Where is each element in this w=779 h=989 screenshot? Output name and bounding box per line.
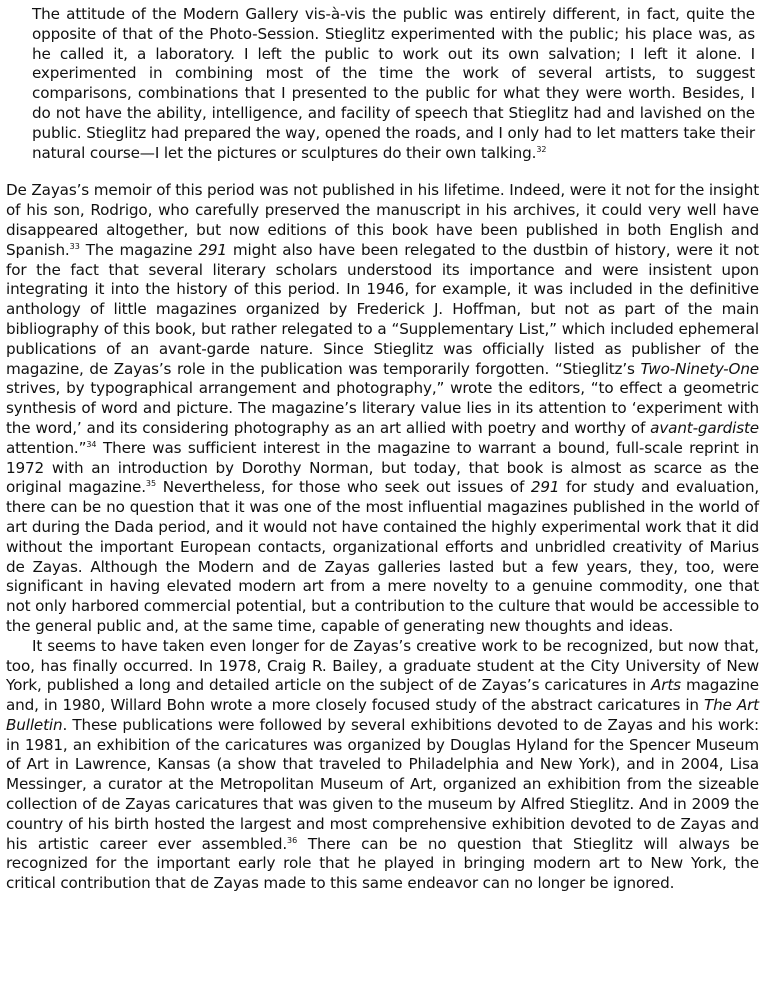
italic-title-art-bulletin: The Art Bulletin (6, 696, 759, 734)
text-run: It seems to have taken even longer for de Zayas’s creative work to be recognized, but now that, too, has finally occurred. In 1978, Craig R. Bailey, a graduate student at the City University of New York, published a long and detailed article on the subject of de Zayas’s caricatures in (6, 636, 759, 695)
italic-term-avant-gardiste: avant-gardiste (650, 418, 759, 437)
italic-title-291: 291 (530, 478, 560, 497)
footnote-ref-35: 35 (145, 479, 157, 489)
text-run: There can be no question that Stieglitz will always be recognized for the important early role that he played in bringing modern art to New York, the critical contribution that de Zayas made to this same endeavor can no longer be ignored. (6, 834, 759, 893)
text-run: De Zayas’s memoir of this period was not published in his lifetime. Indeed, were it not for the insight of his son, Rodrigo, who carefully preserved the manuscript in his archives, it could very well have disappeared altogether, but now editions of this book have been published in both English and Spanish. (6, 181, 759, 259)
text-run: There was sufficient interest in the magazine to warrant a bound, full-scale reprint in 1972 with an introduction by Dorothy Norman, but today, that book is almost as scarce as the original magazine. (6, 438, 759, 497)
text-run: attention.” (6, 438, 87, 457)
italic-title-arts: Arts (651, 676, 681, 695)
footnote-ref-32: 32 (536, 144, 547, 154)
text-run: The magazine (79, 240, 199, 259)
italic-title-two-ninety-one: Two-Ninety-One (640, 359, 759, 378)
italic-title-291: 291 (198, 240, 227, 259)
footnote-ref-33: 33 (69, 241, 80, 251)
body-paragraph-1 (6, 181, 759, 636)
quote-text: The attitude of the Modern Gallery vis-à-vis the public was entirely different, in fact, quite the opposite of that of the Photo-Session. Stieglitz experimented with the public; his place was, as he called it, a laboratory. I left the public to work out its own salvation; I left it alone. I experimented in combining most of the time the work of several artists, to suggest comparisons, combinations that I presented to the public for what they were worth. Besides, I do not have the ability, intelligence, and facility of speech that Stieglitz had and lavished on the public. Stieglitz had prepared the way, opened the roads, and I only had to let matters take their natural course—I let the pictures or sculptures do their own talking. (32, 5, 755, 162)
body-paragraph-2 (6, 637, 759, 894)
text-run: strives, by typographical arrangement and photography,” wrote the editors, “to effect a geometric synthesis of word and picture. The magazine’s literary value lies in its attention to ‘experiment with the word,’ and its considering photography as an art allied with poetry and worthy of (6, 379, 759, 437)
text-run: Nevertheless, for those who seek out issues of (156, 478, 531, 497)
footnote-ref-36: 36 (287, 835, 298, 845)
footnote-ref-34: 34 (86, 439, 97, 449)
text-run: . These publications were followed by several exhibitions devoted to de Zayas and his work: in 1981, an exhibition of the caricatures was organized by Douglas Hyland for the Spencer Museum of Art in Lawrence, Kansas (a show that traveled to Philadelphia and New York), and in 2004, Lisa Messinger, a curator at the Metropolitan Museum of Art, organized an exhibition from the sizeable collection of de Zayas caricatures that was given to the museum by Alfred Stieglitz. And in 2009 the country of his birth hosted the largest and most comprehensive exhibition devoted to de Zayas and his artistic career ever assembled. (6, 715, 759, 853)
text-run: for study and evaluation, there can be no question that it was one of the most influential magazines published in the world of art during the Dada period, and it would not have contained the highly experimental work that it did without the important European contacts, organizational efforts and unbridled creativity of Marius de Zayas. Although the Modern and de Zayas galleries lasted but a few years, they, too, were significant in having elevated modern art from a mere novelty to a genuine commodity, one that not only harbored commercial potential, but a contribution to the culture that would be accessible to the general public and, at the same time, capable of generating new thoughts and ideas. (6, 478, 760, 635)
text-run: might also have been relegated to the dustbin of history, were it not for the fact that several literary scholars understood its importance and were insistent upon integrating it into the history of this period. In 1946, for example, it was included in the definitive anthology of little magazines organized by Frederick J. Hoffman, but not as part of the main bibliography of this book, but rather relegated to a “Supplementary List,” which included ephemeral publications of an avant-garde nature. Since Stieglitz was officially listed as publisher of the magazine, de Zayas’s role in the publication was temporarily forgotten. “Stieglitz’s (6, 240, 759, 378)
text-run: magazine and, in 1980, Willard Bohn wrote a more closely focused study of the abstract caricatures in (6, 676, 759, 715)
block-quote (32, 5, 759, 163)
